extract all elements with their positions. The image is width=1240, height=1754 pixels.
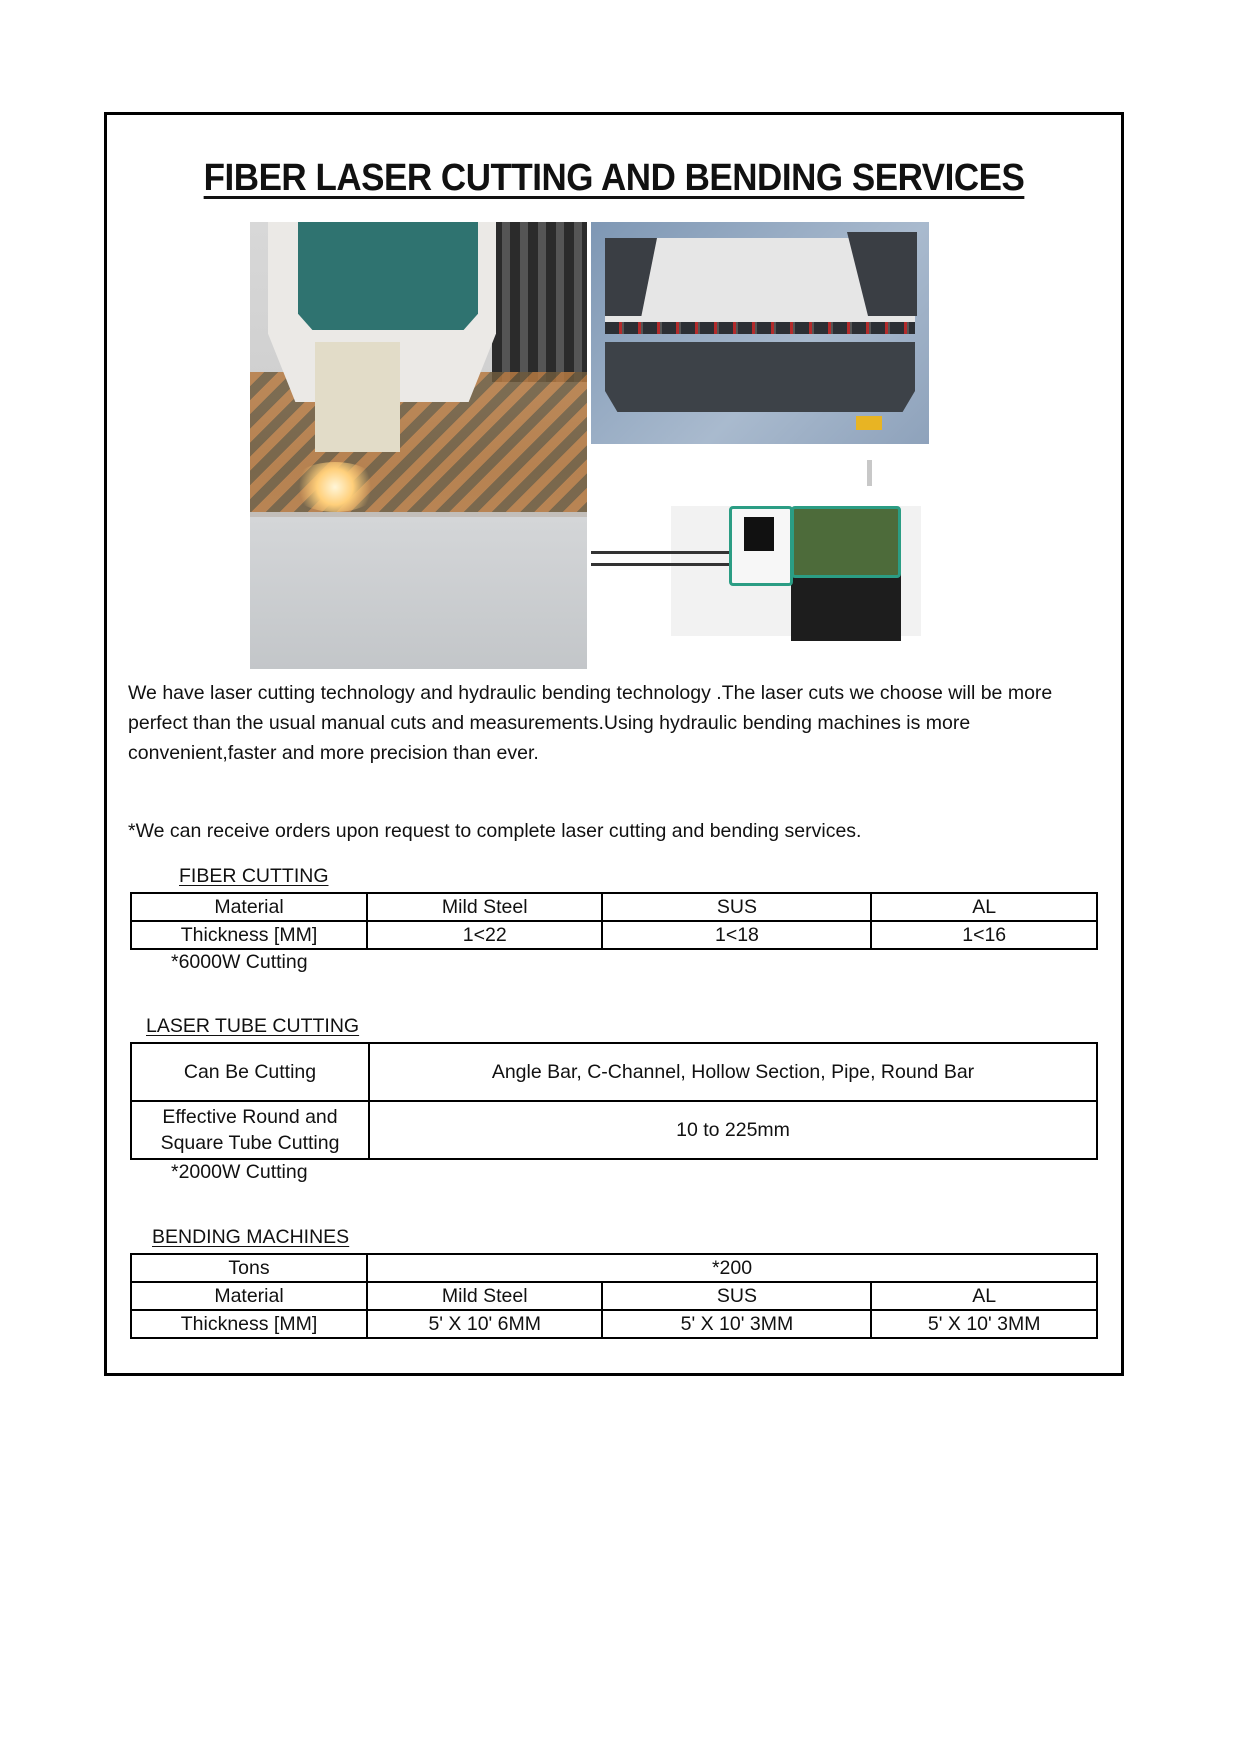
tube-feed-rail — [591, 551, 751, 554]
bending-machines-table — [130, 1253, 1098, 1339]
table-cell: Thickness [MM] — [131, 1310, 367, 1338]
table-row — [131, 893, 1097, 921]
table-cell: Angle Bar, C-Channel, Hollow Section, Pipe, Round Bar — [369, 1043, 1097, 1101]
fiber-cutting-footnote: *6000W Cutting — [171, 951, 308, 973]
page-title: FIBER LASER CUTTING AND BENDING SERVICES — [203, 157, 1025, 199]
table-cell: Material — [131, 1282, 367, 1310]
laser-tube-cutting-heading: LASER TUBE CUTTING — [146, 1015, 360, 1037]
table-row — [131, 1101, 1097, 1159]
bending-machines-heading: BENDING MACHINES — [152, 1226, 350, 1248]
table-cell: 1<18 — [602, 921, 871, 949]
table-cell: 5' X 10' 3MM — [602, 1310, 871, 1338]
control-screen — [729, 506, 793, 586]
table-row — [131, 1310, 1097, 1338]
table-cell: Mild Steel — [367, 893, 602, 921]
signal-light — [867, 460, 872, 486]
foot-pedal — [856, 416, 882, 430]
table-cell: 1<22 — [367, 921, 602, 949]
table-cell: Material — [131, 893, 367, 921]
head-panel — [298, 222, 478, 330]
machine-base — [791, 571, 901, 641]
table-cell: *200 — [367, 1254, 1097, 1282]
table-cell: SUS — [602, 893, 871, 921]
page-border-frame — [104, 112, 1124, 1376]
orders-note: *We can receive orders upon request to complete laser cutting and bending services. — [128, 820, 862, 842]
table-cell: Can Be Cutting — [131, 1043, 369, 1101]
table-cell: AL — [871, 1282, 1097, 1310]
table-row — [131, 1043, 1097, 1101]
laser-tube-cutting-table — [130, 1042, 1098, 1160]
laser-cutting-head-photo — [250, 222, 587, 669]
table-cell: Tons — [131, 1254, 367, 1282]
intro-paragraph: We have laser cutting technology and hydraulic bending technology .The laser cuts we choose will be more perfect than the usual manual cuts and measurements.Using hydraulic bending machines is more convenient,faster and more precision than ever. — [128, 682, 1053, 764]
bellows-cover — [492, 222, 587, 382]
table-cell: Thickness [MM] — [131, 921, 367, 949]
table-cell: AL — [871, 893, 1097, 921]
press-brake-bending-machine-photo — [591, 222, 929, 444]
table-cell: SUS — [602, 1282, 871, 1310]
tube-laser-cutting-machine-photo — [591, 446, 929, 669]
table-cell: 5' X 10' 3MM — [871, 1310, 1097, 1338]
table-cell: 1<16 — [871, 921, 1097, 949]
laser-spark-glow — [290, 462, 380, 512]
table-cell: 5' X 10' 6MM — [367, 1310, 602, 1338]
laser-tube-cutting-footnote: *2000W Cutting — [171, 1161, 308, 1183]
table-cell: Mild Steel — [367, 1282, 602, 1310]
table-row — [131, 1282, 1097, 1310]
press-brake-bed — [605, 342, 915, 412]
table-cell: 10 to 225mm — [369, 1101, 1097, 1159]
fiber-cutting-heading: FIBER CUTTING — [179, 865, 329, 887]
laser-nozzle — [315, 342, 400, 452]
table-row — [131, 1254, 1097, 1282]
table-cell: Effective Round and Square Tube Cutting — [131, 1101, 369, 1159]
press-brake-tooling — [605, 322, 915, 334]
table-row — [131, 921, 1097, 949]
viewing-window — [791, 506, 901, 578]
metal-sheet — [250, 517, 587, 669]
fiber-cutting-table — [130, 892, 1098, 950]
